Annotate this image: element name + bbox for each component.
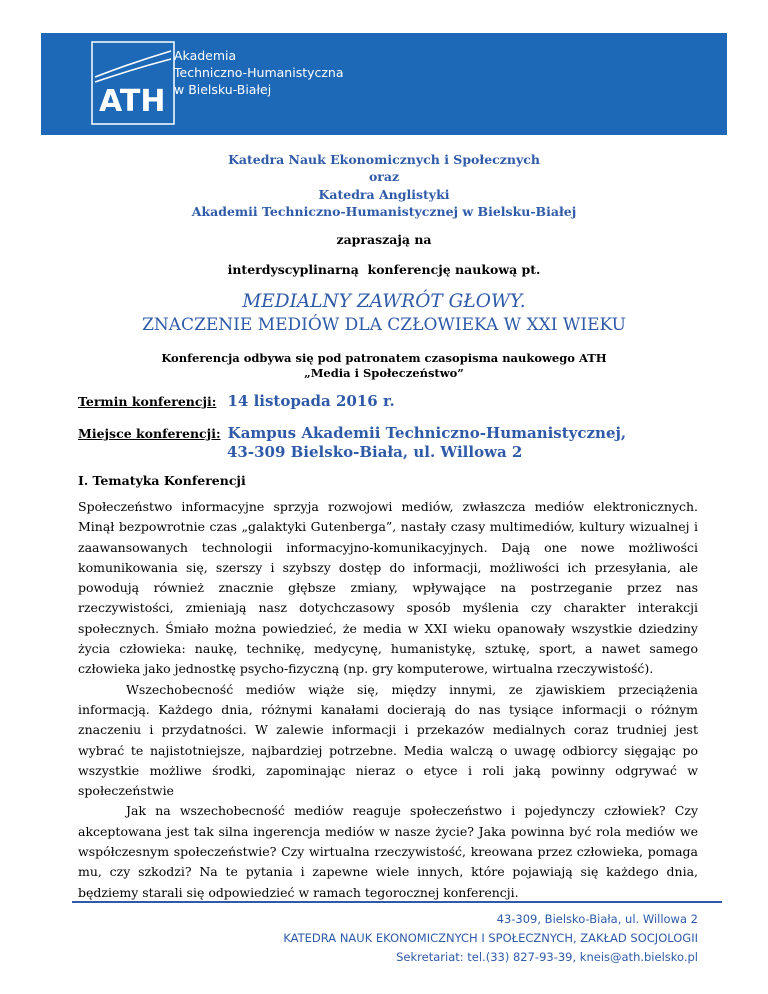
section-heading: I. Tematyka Konferencji — [78, 473, 246, 488]
date-value: 14 listopada 2016 r. — [227, 392, 395, 410]
organizer-line: Katedra Anglistyki — [318, 186, 450, 202]
ath-logo-icon — [91, 41, 175, 125]
patronage-line: Konferencja odbywa się pod patronatem czasopisma naukowego ATH — [161, 351, 607, 365]
conference-title: MEDIALNY ZAWRÓT GŁOWY. — [242, 291, 526, 312]
place-row-2 — [227, 442, 522, 461]
footer-contact-line: Sekretariat: tel.(33) 827-93-39, kneis@ath.bielsko.pl — [396, 950, 698, 964]
logo-line: Techniczno-Humanistyczna — [174, 65, 344, 80]
patronage-note — [0, 351, 768, 381]
footer-department: KATEDRA NAUK EKONOMICZNYCH I SPOŁECZNYCH, ZAKŁAD SOCJOLOGII — [283, 931, 698, 945]
footer-divider — [72, 901, 722, 903]
place-label: Miejsce konferencji: — [78, 426, 221, 441]
footer-contact — [283, 910, 698, 967]
organizer-line: Katedra Nauk Ekonomicznych i Społecznych — [228, 152, 540, 167]
place-value: Kampus Akademii Techniczno-Humanistycznej, — [227, 424, 627, 442]
logo-line: Akademia — [174, 48, 237, 63]
logo-mark: ATH — [99, 84, 166, 119]
date-row — [78, 391, 395, 410]
invite-text: zapraszają na — [336, 232, 432, 247]
organizer-line: Akademii Techniczno-Humanistycznej w Bielsku-Białej — [191, 203, 577, 219]
topic-body — [78, 497, 698, 903]
date-label: Termin konferencji: — [78, 394, 217, 409]
footer-address: 43-309, Bielsko-Biała, ul. Willowa 2 — [496, 912, 698, 926]
conference-subtitle: ZNACZENIE MEDIÓW DLA CZŁOWIEKA W XXI WIEKU — [142, 315, 626, 335]
patronage-line: „Media i Społeczeństwo” — [304, 366, 464, 380]
place-row — [78, 423, 626, 442]
paragraph: Społeczeństwo informacyjne sprzyja rozwojowi mediów, zwłaszcza mediów elektronicznych. Minął bezpowrotnie czas „galaktyki Gutenberga”, nastały czasy multimediów, kultury wizualnej i zaawansowanych technologii informacyjno-komunikacyjnych. Dają one nowe możliwości komunikowania się, szerszy i szybszy dostęp do informacji, możliwości ich przesyłania, ale powodują również znacznie głębsze zmiany, wpływające na postrzeganie przez nas rzeczywistości, zmieniają nasz dotychczasowy sposób myślenia czy charakter interakcji społecznych. Śmiało można powiedzieć, że media w XXI wieku opanowały wszystkie dziedziny życia człowieka: naukę, technikę, medycynę, humanistykę, sztukę, sport, a nawet samego człowieka jako jednostkę psycho-fizyczną (np. gry komputerowe, wirtualna rzeczywistość). — [78, 499, 698, 677]
organizer-line: oraz — [368, 169, 400, 185]
logo-line: w Bielsku-Białej — [174, 82, 272, 97]
organizers — [0, 151, 768, 220]
paragraph: Wszechobecność mediów wiąże się, między innymi, ze zjawiskiem przeciążenia informacją. Każdego dnia, różnymi kanałami docierają do nas tysiące informacji o różnym znaczeniu i przydatności. W zalewie informacji i przekazów medialnych coraz trudniej jest wybrać te najistotniejsze, najbardziej potrzebne. Media walczą o uwagę odbiorcy sięgając po wszystkie możliwe środki, zapominając nieraz o etyce i roli jaką powinny odgrywać w społeczeństwie — [78, 681, 698, 799]
logo-wordmark — [174, 47, 344, 98]
paragraph: Jak na wszechobecność mediów reaguje społeczeństwo i pojedynczy człowiek? Czy akceptowana jest tak silna ingerencja mediów w nasze życie? Jaka powinna być rola mediów we współczesnym społeczeństwie? Czy wirtualna rzeczywistość, kreowana przez człowieka, pomaga mu, czy szkodzi? Na te pytania i zapewne wiele innych, które pojawiają się każdego dnia, będziemy starali się odpowiedzieć w ramach tegorocznej konferencji. — [78, 803, 698, 900]
conference-intro: interdyscyplinarną konferencję naukową pt. — [227, 262, 541, 277]
header-banner — [41, 33, 727, 135]
place-address: 43-309 Bielsko-Biała, ul. Willowa 2 — [227, 443, 523, 461]
